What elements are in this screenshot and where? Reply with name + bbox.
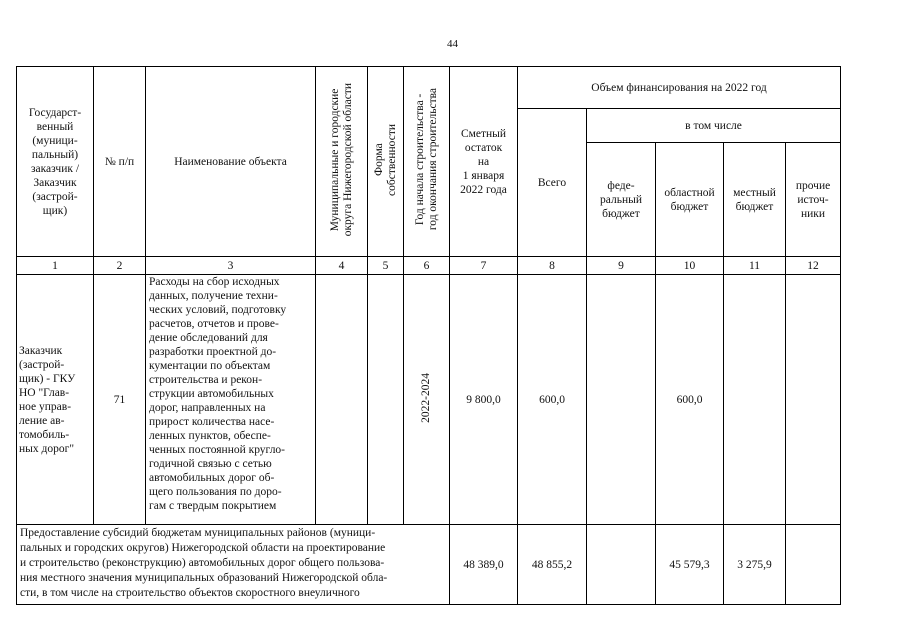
row-other [786,275,841,525]
financing-table [16,66,841,605]
header-years: Год начала строительства - год окончания строительства [404,67,450,257]
column-number: 1 [17,257,94,275]
row-customer: Заказчик (застрой- щик) - ГКУ НО "Глав- ное управ- ление ав- томобиль- ных дорог" [17,275,94,525]
page-number: 44 [447,38,458,50]
column-number-row [17,257,841,275]
column-number: 4 [316,257,368,275]
header-estimate: Сметный остаток на 1 января 2022 года [450,67,518,257]
row-total: 600,0 [518,275,587,525]
table-row-71 [17,275,841,525]
column-number: 10 [656,257,724,275]
row-ownership [368,275,404,525]
column-number: 3 [146,257,316,275]
row-local: 3 275,9 [724,525,786,605]
column-number: 5 [368,257,404,275]
row-total: 48 855,2 [518,525,587,605]
row-years: 2022-2024 [404,275,450,525]
column-number: 8 [518,257,587,275]
column-number: 7 [450,257,518,275]
header-row-1 [17,67,841,109]
row-regional: 600,0 [656,275,724,525]
header-financing: Объем финансирования на 2022 год [518,67,841,109]
row-estimate: 9 800,0 [450,275,518,525]
header-local: местный бюджет [724,143,786,257]
row-districts [316,275,368,525]
header-total: Всего [518,109,587,257]
table-row-subsidies [17,525,841,605]
header-including: в том числе [587,109,841,143]
column-number: 12 [786,257,841,275]
column-number: 11 [724,257,786,275]
header-other: прочие источ- ники [786,143,841,257]
header-num: № п/п [94,67,146,257]
row-estimate: 48 389,0 [450,525,518,605]
header-object-name: Наименование объекта [146,67,316,257]
header-regional: областной бюджет [656,143,724,257]
header-ownership: Форма собственности [368,67,404,257]
row-description: Расходы на сбор исходных данных, получение техни- ческих условий, подготовку расчетов, отчетов и прове- дение обследований для разработки проектной до- кументации по объектам строительства и рекон- струкции автомобильных дорог, направленных на прирост количества насе- ленных пунктов, обеспе- ченных постоянной кругло- годичной связью с сетью автомобильных дорог об- щего пользования по доро- гам с твердым покрытием [146,275,316,525]
row-federal [587,525,656,605]
header-districts: Муниципальные и городские округа Нижегородской области [316,67,368,257]
header-customer: Государст- венный (муници- пальный) заказчик / Заказчик (застрой- щик) [17,67,94,257]
column-number: 9 [587,257,656,275]
row-number: 71 [94,275,146,525]
row-description: Предоставление субсидий бюджетам муниципальных районов (муници- пальных и городских округов) Нижегородской области на проектирование и строительство (реконструкцию) автомобильных дорог общего пользова- ния местного значения муниципальных образований Нижегородской обла- сти, в том числе на строительство объектов скоростного внеуличного [17,525,450,605]
row-regional: 45 579,3 [656,525,724,605]
row-federal [587,275,656,525]
row-other [786,525,841,605]
row-local [724,275,786,525]
column-number: 6 [404,257,450,275]
header-federal: феде- ральный бюджет [587,143,656,257]
column-number: 2 [94,257,146,275]
